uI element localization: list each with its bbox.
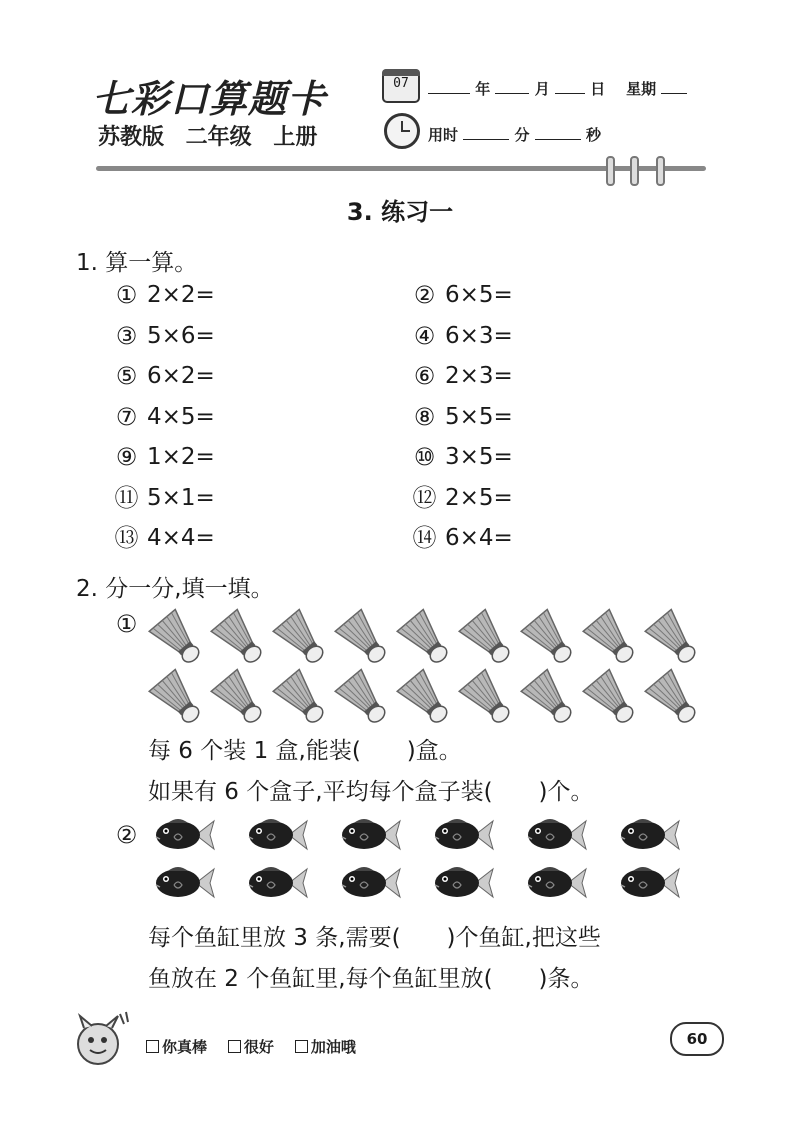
shuttlecock-icon [146,667,208,729]
question-2-line-1: 每个鱼缸里放 3 条,需要( )个鱼缸,把这些 [148,925,601,951]
problem-number: ⑫ [412,483,437,512]
shuttlecock-icon [270,667,332,729]
shuttlecock-icon [270,607,332,669]
shuttlecock-icon [394,607,456,669]
fish-icon [520,815,590,855]
problem-number: ⑦ [115,402,138,431]
minutes-label: 分 [514,126,530,144]
weekday-blank[interactable] [661,79,687,94]
problem-item [114,404,364,430]
problem-item [114,444,364,470]
shuttlecock-icon [580,667,642,729]
fish-icon [241,863,311,903]
fish-icon [148,815,218,855]
day-blank[interactable] [555,79,585,94]
page-title: 3. 练习一 [346,198,454,226]
problem-item [412,525,662,551]
problem-item [412,363,662,389]
rating-checkbox-great[interactable] [146,1040,159,1053]
binder-rings [606,156,676,184]
seconds-blank[interactable] [535,125,581,140]
problem-item [412,282,662,308]
problem-item [114,282,364,308]
problem-number: ④ [413,321,436,350]
problem-expression: 6×3= [445,322,513,349]
shuttlecock-icon [518,607,580,669]
problem-number: ⑥ [413,362,436,390]
calendar-icon [382,69,420,103]
problem-expression: 3×5= [445,444,513,470]
day-label: 日 [590,80,606,98]
fish-icon [613,863,683,903]
problem-expression: 2×3= [445,363,513,389]
problem-number: ⑤ [115,362,138,390]
shuttlecock-icon [642,607,704,669]
problem-number: ⑧ [413,402,436,431]
page-number: 60 [670,1022,724,1056]
problem-number: ③ [115,321,138,350]
fish-icon [613,815,683,855]
fish-icon [148,863,218,903]
weekday-label: 星期 [626,80,657,98]
brand-title: 七彩口算题卡 [92,76,327,121]
question-1-line-1: 每 6 个装 1 盒,能装( )盒。 [148,738,462,764]
problem-expression: 4×4= [147,525,215,551]
problem-number: ⑩ [413,443,436,471]
edition-label: 苏教版 二年级 上册 [98,125,318,150]
time-line [428,124,601,145]
rating-checkbox-try-harder[interactable] [295,1040,308,1053]
problem-number: ② [413,281,436,309]
year-label: 年 [475,80,491,98]
problem-item [114,363,364,389]
clock-icon [384,113,420,149]
shuttlecock-icon [394,667,456,729]
fish-icon [520,863,590,903]
fish-icon [334,863,404,903]
shuttlecock-icon [456,667,518,729]
shuttlecock-icon [518,667,580,729]
problem-expression: 2×2= [147,282,215,308]
problem-number: ① [115,281,138,309]
question-2-marker: ② [115,821,138,849]
time-used-label: 用时 [428,126,459,144]
problem-item [114,485,364,511]
problem-item [114,525,364,551]
problem-expression: 4×5= [147,403,215,430]
fish-icon [334,815,404,855]
rating-label-try-harder: 加油哦 [310,1038,356,1056]
problem-item [412,323,662,349]
rating-label-good: 很好 [243,1038,274,1056]
shuttlecock-icon [146,607,208,669]
shuttlecock-icon [332,607,394,669]
shuttlecock-icon [208,667,270,729]
rating-label-great: 你真棒 [162,1038,208,1056]
problem-expression: 6×5= [445,282,513,308]
problem-number: ⑭ [412,524,437,552]
problem-item [412,444,662,470]
month-blank[interactable] [495,79,529,94]
problem-number: ⑬ [114,524,139,552]
problem-item [114,323,364,349]
fish-icon [241,815,311,855]
shuttlecock-icon [208,607,270,669]
rating-options [146,1036,356,1057]
problem-expression: 5×5= [445,403,513,430]
minutes-blank[interactable] [463,125,509,140]
shuttlecock-icon [456,607,518,669]
problem-expression: 6×4= [445,525,513,551]
problem-expression: 1×2= [147,444,215,470]
problem-expression: 2×5= [445,484,513,511]
year-blank[interactable] [428,79,470,94]
shuttlecock-icon [642,667,704,729]
problem-number: ⑪ [114,483,139,512]
fish-icon [427,863,497,903]
month-label: 月 [534,80,550,98]
problem-expression: 5×6= [147,322,215,349]
question-2-line-2: 鱼放在 2 个鱼缸里,每个鱼缸里放( )条。 [148,966,594,992]
shuttlecock-icon [580,607,642,669]
section-2-heading: 2. 分一分,填一填。 [76,576,274,602]
problem-item [412,404,662,430]
cartoon-mascot-icon [70,1010,132,1072]
problem-item [412,485,662,511]
section-1-heading: 1. 算一算。 [76,250,198,276]
fish-icon [427,815,497,855]
date-line [428,78,687,99]
rating-checkbox-good[interactable] [228,1040,241,1053]
question-1-line-2: 如果有 6 个盒子,平均每个盒子装( )个。 [148,779,594,805]
seconds-label: 秒 [585,126,601,144]
calendar-day: 07 [393,76,409,91]
question-1-marker: ① [115,610,138,638]
problem-expression: 5×1= [147,484,215,511]
shuttlecock-icon [332,667,394,729]
problem-number: ⑨ [115,443,138,471]
problem-expression: 6×2= [147,363,215,389]
